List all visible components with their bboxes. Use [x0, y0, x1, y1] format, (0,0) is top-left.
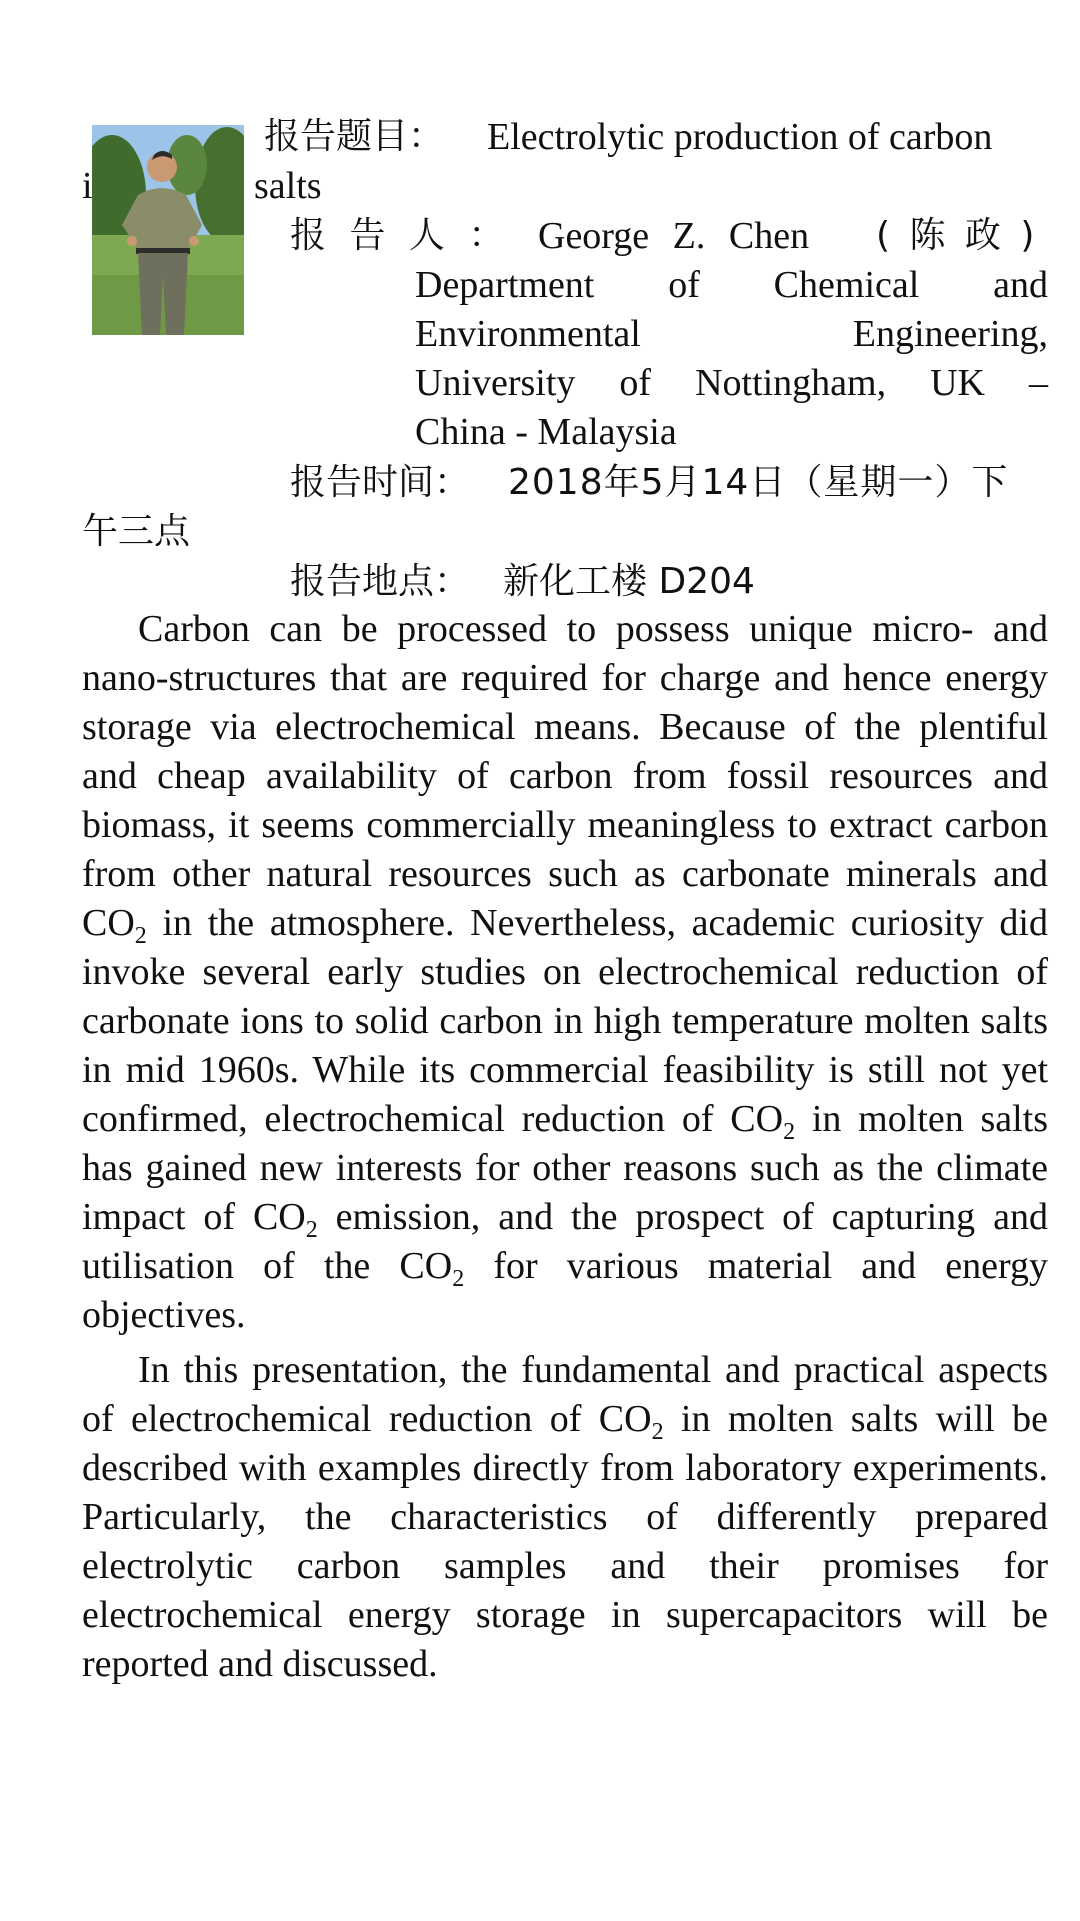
title-text-line1: Electrolytic production of carbon	[487, 116, 993, 158]
title-text-line2: salts	[254, 165, 322, 207]
title-label: 报告题目：	[264, 116, 445, 157]
time-label: 报告时间：	[290, 462, 471, 503]
speaker-photo	[92, 125, 244, 335]
title-fragment: i	[82, 165, 93, 207]
time-value: 2018年5月14日（星期一）下	[508, 462, 1009, 503]
affiliation-line: Environmental Engineering,	[415, 313, 1048, 355]
abstract-paragraph-1: Carbon can be processed to possess unique micro- and nano-structures that are required for charge and hence energy storage via electrochemical means. Because of the plentiful and cheap availability of carbon from fossil resources and biomass, it seems commercially meaningless to extract carbon from other natural resources such as carbonate minerals and $CO_2$ in the atmosphere. Nevertheless, academic curiosity did invoke several early studies on electrochemical reduction of carbonate ions to solid carbon in high temperature molten salts in mid 1960s. While its commercial feasibility is still not yet confirmed, electrochemical reduction of $CO_2$ in molten salts has gained new interests for other reasons such as the climate impact of $CO_2$ emission, and the prospect of capturing and utilisation of the $CO_2$ for various material and energy objectives.	[82, 608, 1049, 1336]
time-value-cont: 午三点	[82, 511, 191, 552]
place-value: 新化工楼 D204	[503, 561, 755, 602]
abstract-body	[82, 605, 1048, 1689]
affiliation-line: University of Nottingham, UK –	[415, 362, 1048, 404]
abstract-paragraph-2: In this presentation, the fundamental and practical aspects of electrochemical reduction of $CO_2$ in molten salts will be described with examples directly from laboratory experiments. Particularly, the characteristics of differently prepared electrolytic carbon samples and their promises for electrochemical energy storage in supercapacitors will be reported and discussed.	[82, 1349, 1049, 1685]
affiliation-line: Department of Chemical and	[415, 264, 1048, 306]
speaker-name-zh: ( 陈 政 )	[876, 215, 1039, 256]
place-label: 报告地点：	[290, 561, 471, 602]
speaker-label: 报 告 人 ：	[290, 215, 511, 256]
speaker-name: George Z. Chen	[538, 215, 810, 257]
affiliation-line: China - Malaysia	[415, 411, 677, 453]
